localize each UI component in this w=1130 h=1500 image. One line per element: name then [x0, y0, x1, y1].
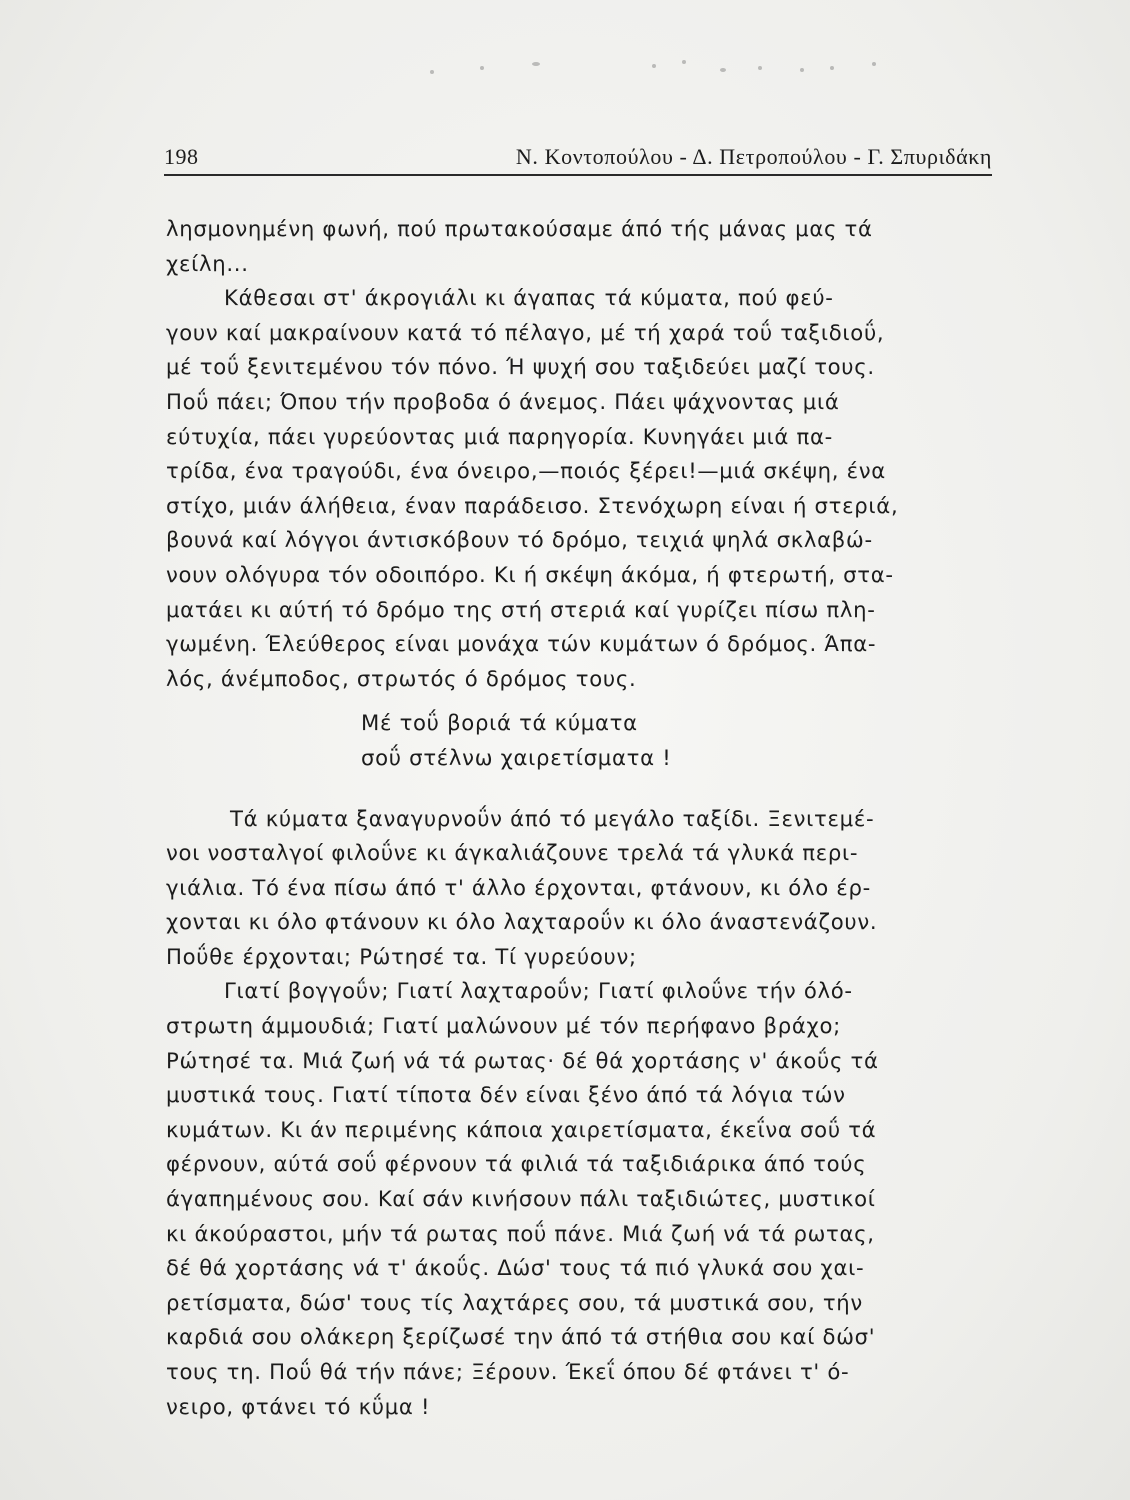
verse-line: σοΰ στέλνω χαιρετίσματα !: [361, 744, 672, 770]
section-gap: [166, 776, 1014, 802]
text-line: στίχο, μιάν άλήθεια, έναν παράδεισο. Στενόχωρη είναι ή στεριά,: [166, 492, 899, 518]
text-line: τρίδα, ένα τραγούδι, ένα όνειρο,—ποιός ξέρει!—μιά σκέψη, ένα: [166, 458, 886, 484]
text-line: δέ θά χορτάσης νά τ' άκοΰς. Δώσ' τους τά πιό γλυκά σου χαι-: [166, 1255, 865, 1281]
text-line: μέ τοΰ ξενιτεμένου τόν πόνο. Ή ψυχή σου ταξιδεύει μαζί τους.: [166, 354, 875, 380]
text-line: βουνά καί λόγγοι άντισκόβουν τό δρόμο, τειχιά ψηλά σκλαβώ-: [166, 527, 873, 553]
running-head: [164, 138, 992, 176]
running-title: Ν. Κοντοπούλου - Δ. Πετροπούλου - Γ. Σπυριδάκη: [515, 144, 992, 169]
text-line: λησμονημένη φωνή, πού πρωτακούσαμε άπό τής μάνας μας τά: [166, 216, 873, 241]
verse-line: Μέ τοΰ βοριά τά κύματα: [361, 710, 638, 736]
text-line: γουν καί μακραίνουν κατά τό πέλαγο, μέ τή χαρά τοΰ ταξιδιοΰ,: [166, 319, 885, 345]
text-line: κι άκούραστοι, μήν τά ρωτας ποΰ πάνε. Μιά ζωή νά τά ρωτας,: [166, 1220, 875, 1246]
text-line: καρδιά σου ολάκερη ξερίζωσέ την άπό τά στήθια σου καί δώσ': [166, 1324, 876, 1350]
text-line: Τά κύματα ξαναγυρνοΰν άπό τό μεγάλο ταξίδι. Ξενιτεμέ-: [230, 805, 875, 831]
text-line: λός, άνέμποδος, στρωτός ό δρόμος τους.: [166, 665, 637, 691]
text-line: νοι νοσταλγοί φιλοΰνε κι άγκαλιάζουνε τρελά τά γλυκά περι-: [166, 840, 859, 866]
text-line: ρετίσματα, δώσ' τους τίς λαχτάρες σου, τά μυστικά σου, τήν: [166, 1289, 863, 1315]
paragraph-waves-return: [166, 802, 1014, 975]
text-line: Γιατί βογγοΰν; Γιατί λαχταροΰν; Γιατί φιλοΰνε τήν όλό-: [224, 978, 853, 1004]
text-line: κυμάτων. Κι άν περιμένης κάποια χαιρετίσματα, έκεΐνα σοΰ τά: [166, 1116, 877, 1142]
text-line: Κάθεσαι στ' άκρογιάλι κι άγαπας τά κύματα, πού φεύ-: [224, 285, 834, 311]
text-line: φέρνουν, αύτά σοΰ φέρνουν τά φιλιά τά ταξιδιάρικα άπό τούς: [166, 1151, 867, 1177]
text-line: χονται κι όλο φτάνουν κι όλο λαχταροΰν κι όλο άναστενάζουν.: [166, 909, 878, 935]
text-line: χείλη...: [166, 250, 249, 276]
text-line: στρωτη άμμουδιά; Γιατί μαλώνουν μέ τόν περήφανο βράχο;: [166, 1013, 841, 1039]
text-line: γιάλια. Τό ένα πίσω άπό τ' άλλο έρχονται, φτάνουν, κι όλο έρ-: [166, 874, 871, 900]
paragraph-continuation: [166, 212, 1014, 281]
paragraph-questions: [166, 974, 1014, 1424]
text-line: Ρώτησέ τα. Μιά ζωή νά τά ρωτας· δέ θά χορτάσης ν' άκοΰς τά: [166, 1047, 879, 1073]
body-text: [166, 212, 1014, 1424]
text-line: τους τη. Ποΰ θά τήν πάνε; Ξέρουν. Έκεΐ όπου δέ φτάνει τ' ό-: [166, 1359, 850, 1384]
text-line: εύτυχία, πάει γυρεύοντας μιά παρηγορία. Κυνηγάει μιά πα-: [166, 423, 834, 449]
text-line: νουν ολόγυρα τόν οδοιπόρο. Κι ή σκέψη άκόμα, ή φτερωτή, στα-: [166, 561, 894, 587]
text-line: μυστικά τους. Γιατί τίποτα δέν είναι ξένο άπό τά λόγια τών: [166, 1082, 846, 1108]
text-line: άγαπημένους σου. Καί σάν κινήσουν πάλι ταξιδιώτες, μυστικοί: [166, 1186, 876, 1212]
text-line: ματάει κι αύτή τό δρόμο της στή στεριά καί γυρίζει πίσω πλη-: [166, 596, 876, 622]
paragraph-seashore: [166, 281, 1014, 696]
bleed-through-marks: [420, 48, 900, 88]
text-line: Ποΰ πάει; Όπου τήν προβοδα ό άνεμος. Πάει ψάχνοντας μιά: [166, 388, 840, 414]
page-number: 198: [164, 144, 199, 169]
text-line: Ποΰθε έρχονται; Ρώτησέ τα. Τί γυρεύουν;: [166, 943, 637, 969]
verse-couplet: [166, 706, 1014, 775]
text-line: νειρο, φτάνει τό κΰμα !: [166, 1393, 431, 1419]
text-line: γωμένη. Έλεύθερος είναι μονάχα τών κυμάτων ό δρόμος. Άπα-: [166, 631, 877, 657]
